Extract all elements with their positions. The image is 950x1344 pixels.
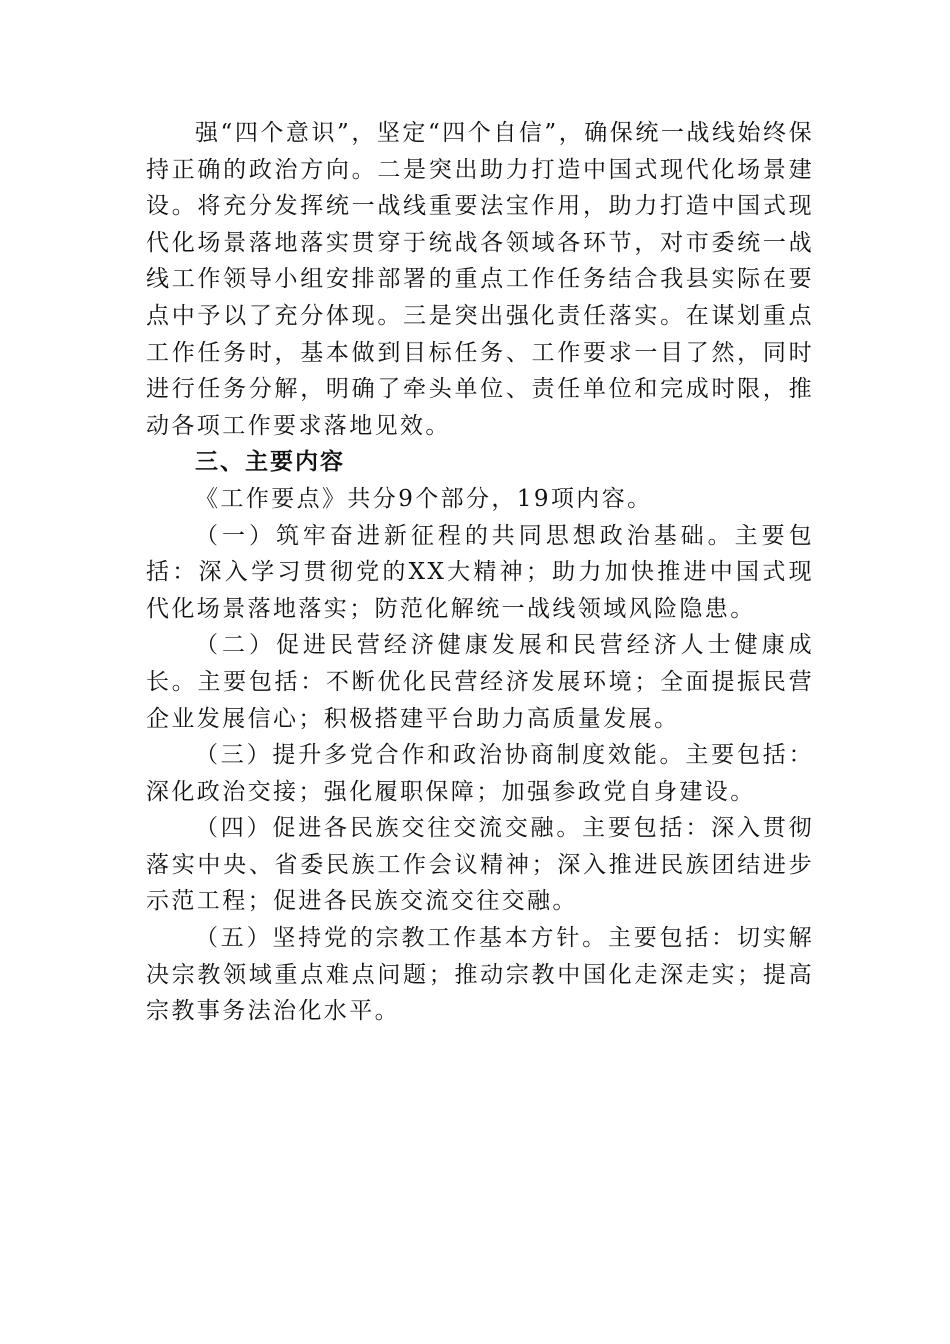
paragraph-continuation: 强“四个意识”，坚定“四个自信”，确保统一战线始终保持正确的政治方向。二是突出助力打造中国式现代化场景建设。将充分发挥统一战线重要法宝作用，助力打造中国式现代化场景落地落实贯穿于统战各领域各环节，对市委统一战线工作领导小组安排部署的重点工作任务结合我县实际在要点中予以了充分体现。三是突出强化责任落实。在谋划重点工作任务时，基本做到目标任务、工作要求一目了然，同时进行任务分解，明确了牵头单位、责任单位和完成时限，推动各项工作要求落地见效。: [146, 120, 814, 439]
paragraph-item-4: （四）促进各民族交往交流交融。主要包括：深入贯彻落实中央、省委民族工作会议精神；深入推进民族团结进步示范工程；促进各民族交流交往交融。: [146, 815, 814, 915]
paragraph-item-3: （三）提升多党合作和政治协商制度效能。主要包括：深化政治交接；强化履职保障；加强参政党自身建设。: [146, 742, 814, 805]
section-heading-main-content: 三、主要内容: [195, 449, 345, 476]
paragraph-overview: 《工作要点》共分9个部分，19项内容。: [195, 485, 653, 512]
document-body: [146, 115, 814, 1030]
paragraph-item-5: （五）坚持党的宗教工作基本方针。主要包括：切实解决宗教领域重点难点问题；推动宗教中国化走深走实；提高宗教事务法治化水平。: [146, 925, 814, 1025]
paragraph-item-2: （二）促进民营经济健康发展和民营经济人士健康成长。主要包括：不断优化民营经济发展环境；全面提振民营企业发展信心；积极搭建平台助力高质量发展。: [146, 632, 814, 732]
paragraph-item-1: （一）筑牢奋进新征程的共同思想政治基础。主要包括：深入学习贯彻党的XX大精神；助力加快推进中国式现代化场景落地落实；防范化解统一战线领域风险隐患。: [146, 522, 814, 622]
